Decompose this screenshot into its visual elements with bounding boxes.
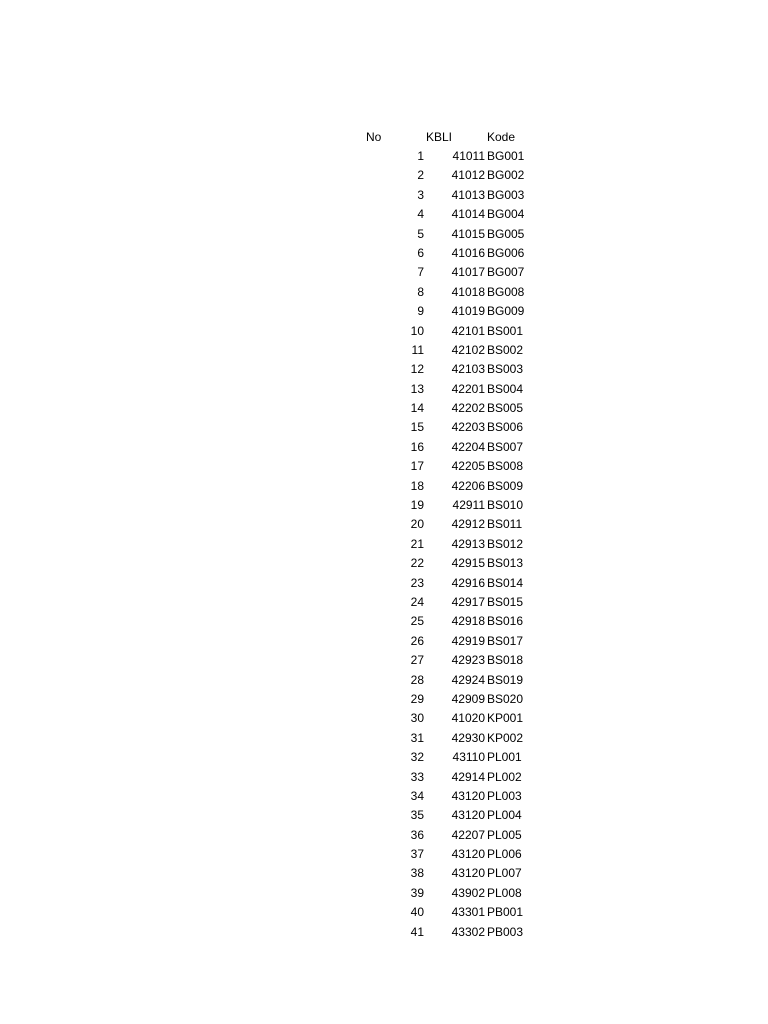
cell-no: 37 [410, 847, 424, 862]
cell-no: 26 [410, 633, 424, 648]
table-row [0, 166, 768, 185]
table-row [0, 244, 768, 263]
cell-no: 41 [410, 924, 424, 939]
cell-kode: BS019 [487, 672, 524, 687]
cell-no: 7 [417, 265, 424, 280]
table-row [0, 768, 768, 787]
table-row [0, 418, 768, 437]
cell-no: 10 [410, 323, 424, 338]
cell-kode: BS017 [487, 633, 524, 648]
cell-kode: BS010 [487, 498, 524, 513]
cell-kode: BS018 [487, 653, 524, 668]
cell-kbli: 42201 [451, 381, 485, 396]
cell-kode: PL004 [487, 808, 522, 823]
cell-kbli: 42204 [451, 439, 485, 454]
table-row [0, 671, 768, 690]
cell-no: 16 [410, 439, 424, 454]
table-row [0, 903, 768, 922]
cell-kbli: 42918 [451, 614, 485, 629]
table-row [0, 225, 768, 244]
cell-no: 12 [410, 362, 424, 377]
cell-kode: BS015 [487, 594, 524, 609]
cell-kode: BG003 [487, 187, 525, 202]
cell-no: 29 [410, 691, 424, 706]
cell-kbli: 43302 [451, 924, 485, 939]
table-row [0, 632, 768, 651]
cell-kbli: 43301 [451, 905, 485, 920]
cell-kbli: 42930 [451, 730, 485, 745]
cell-no: 19 [410, 498, 424, 513]
cell-no: 21 [410, 536, 424, 551]
header-kode: Kode [487, 130, 516, 144]
cell-no: 35 [410, 808, 424, 823]
table-row [0, 748, 768, 767]
cell-no: 22 [410, 556, 424, 571]
cell-no: 23 [410, 575, 424, 590]
table-row [0, 496, 768, 515]
cell-kbli: 43902 [451, 885, 485, 900]
cell-kode: PB003 [487, 924, 524, 939]
cell-kbli: 42103 [451, 362, 485, 377]
table-row [0, 380, 768, 399]
cell-kbli: 42923 [451, 653, 485, 668]
table-row [0, 826, 768, 845]
table-row [0, 593, 768, 612]
cell-kbli: 41016 [451, 245, 485, 260]
table-row [0, 147, 768, 166]
cell-kbli: 41013 [451, 187, 485, 202]
cell-kbli: 41011 [452, 149, 485, 163]
cell-no: 9 [417, 304, 424, 319]
table-body [0, 147, 768, 942]
cell-kbli: 42102 [451, 342, 485, 357]
cell-kode: KP001 [487, 711, 524, 726]
table-row [0, 302, 768, 321]
cell-kode: PL008 [487, 885, 522, 900]
cell-kode: BG009 [487, 304, 525, 319]
cell-kbli: 42919 [451, 633, 485, 648]
cell-no: 3 [417, 187, 424, 202]
cell-kbli: 42913 [451, 536, 485, 551]
cell-kode: BS012 [487, 536, 524, 551]
cell-kode: BG005 [487, 226, 525, 241]
cell-no: 8 [417, 284, 424, 299]
cell-kode: BG001 [487, 149, 525, 163]
table-row [0, 845, 768, 864]
cell-kode: BS008 [487, 459, 524, 474]
cell-kode: PL001 [487, 750, 522, 765]
cell-kbli: 43120 [451, 866, 485, 881]
cell-no: 36 [410, 827, 424, 842]
cell-kbli: 43120 [451, 847, 485, 862]
table-row [0, 690, 768, 709]
cell-no: 30 [410, 711, 424, 726]
cell-no: 24 [410, 594, 424, 609]
cell-kode: BS007 [487, 439, 524, 454]
cell-no: 32 [410, 750, 424, 765]
cell-kbli: 41012 [451, 168, 485, 183]
cell-no: 31 [410, 730, 424, 745]
header-kbli: KBLI [426, 130, 453, 144]
cell-no: 4 [417, 207, 424, 222]
table-row [0, 341, 768, 360]
table-row [0, 651, 768, 670]
table-row [0, 729, 768, 748]
cell-kode: PL002 [487, 769, 522, 784]
table-header [0, 128, 768, 146]
table-row [0, 457, 768, 476]
cell-kbli: 42916 [451, 575, 485, 590]
table-row [0, 864, 768, 883]
cell-kode: PL006 [487, 847, 522, 862]
cell-no: 15 [410, 420, 424, 435]
cell-kbli: 42912 [451, 517, 485, 532]
cell-kbli: 42205 [451, 459, 485, 474]
cell-no: 5 [417, 226, 424, 241]
table-row [0, 283, 768, 302]
cell-kbli: 41014 [451, 207, 485, 222]
table-row [0, 612, 768, 631]
cell-kbli: 41017 [451, 265, 485, 280]
table-row [0, 787, 768, 806]
cell-no: 38 [410, 866, 424, 881]
cell-kode: BS005 [487, 401, 524, 416]
cell-no: 40 [410, 905, 424, 920]
table-row [0, 535, 768, 554]
cell-no: 27 [410, 653, 424, 668]
cell-kbli: 41020 [451, 711, 485, 726]
cell-kbli: 43110 [452, 750, 485, 765]
table-row [0, 515, 768, 534]
cell-no: 39 [410, 885, 424, 900]
cell-kbli: 42207 [451, 827, 485, 842]
cell-kode: BG004 [487, 207, 525, 222]
cell-kode: PL007 [487, 866, 522, 881]
cell-no: 1 [417, 149, 424, 163]
table-row [0, 205, 768, 224]
cell-kode: PL005 [487, 827, 522, 842]
cell-kbli: 42915 [451, 556, 485, 571]
cell-kode: BS016 [487, 614, 524, 629]
table-row [0, 263, 768, 282]
cell-kbli: 42202 [451, 401, 485, 416]
cell-kbli: 42924 [451, 672, 485, 687]
cell-kbli: 42909 [451, 691, 485, 706]
cell-kode: BS003 [487, 362, 524, 377]
table-row [0, 923, 768, 942]
cell-no: 34 [410, 788, 424, 803]
cell-kbli: 41019 [451, 304, 485, 319]
cell-no: 18 [410, 478, 424, 493]
cell-no: 28 [410, 672, 424, 687]
table-row [0, 186, 768, 205]
table-row [0, 574, 768, 593]
cell-kode: BS002 [487, 342, 524, 357]
cell-kode: BG008 [487, 284, 525, 299]
cell-no: 6 [417, 245, 424, 260]
cell-no: 17 [410, 459, 424, 474]
cell-kode: BG007 [487, 265, 525, 280]
cell-kode: BS013 [487, 556, 524, 571]
cell-kbli: 42101 [451, 323, 485, 338]
cell-kode: BG002 [487, 168, 525, 183]
cell-kbli: 43120 [451, 788, 485, 803]
cell-kbli: 42914 [451, 769, 485, 784]
table-row [0, 438, 768, 457]
cell-no: 11 [411, 342, 424, 357]
cell-kode: BS004 [487, 381, 524, 396]
cell-kbli: 42917 [451, 594, 485, 609]
cell-kode: KP002 [487, 730, 524, 745]
cell-kode: BG006 [487, 245, 525, 260]
cell-kode: BS006 [487, 420, 524, 435]
cell-kode: PB001 [487, 905, 524, 920]
cell-kode: PL003 [487, 788, 522, 803]
cell-kode: BS011 [487, 517, 523, 532]
table-row [0, 709, 768, 728]
cell-kode: BS014 [487, 575, 524, 590]
cell-no: 20 [410, 517, 424, 532]
cell-kbli: 43120 [451, 808, 485, 823]
table-row [0, 322, 768, 341]
table-row [0, 360, 768, 379]
cell-kbli: 41015 [451, 226, 485, 241]
table-row [0, 554, 768, 573]
cell-kbli: 41018 [451, 284, 485, 299]
cell-no: 13 [410, 381, 424, 396]
cell-kode: BS001 [487, 323, 524, 338]
cell-kbli: 42203 [451, 420, 485, 435]
table-row [0, 399, 768, 418]
cell-no: 33 [410, 769, 424, 784]
cell-no: 14 [410, 401, 424, 416]
table-row [0, 884, 768, 903]
cell-no: 2 [417, 168, 424, 183]
cell-kode: BS009 [487, 478, 524, 493]
table-row [0, 806, 768, 825]
table-row [0, 477, 768, 496]
cell-kode: BS020 [487, 691, 524, 706]
header-no: No [366, 130, 382, 144]
cell-kbli: 42206 [451, 478, 485, 493]
cell-no: 25 [410, 614, 424, 629]
cell-kbli: 42911 [452, 498, 485, 513]
